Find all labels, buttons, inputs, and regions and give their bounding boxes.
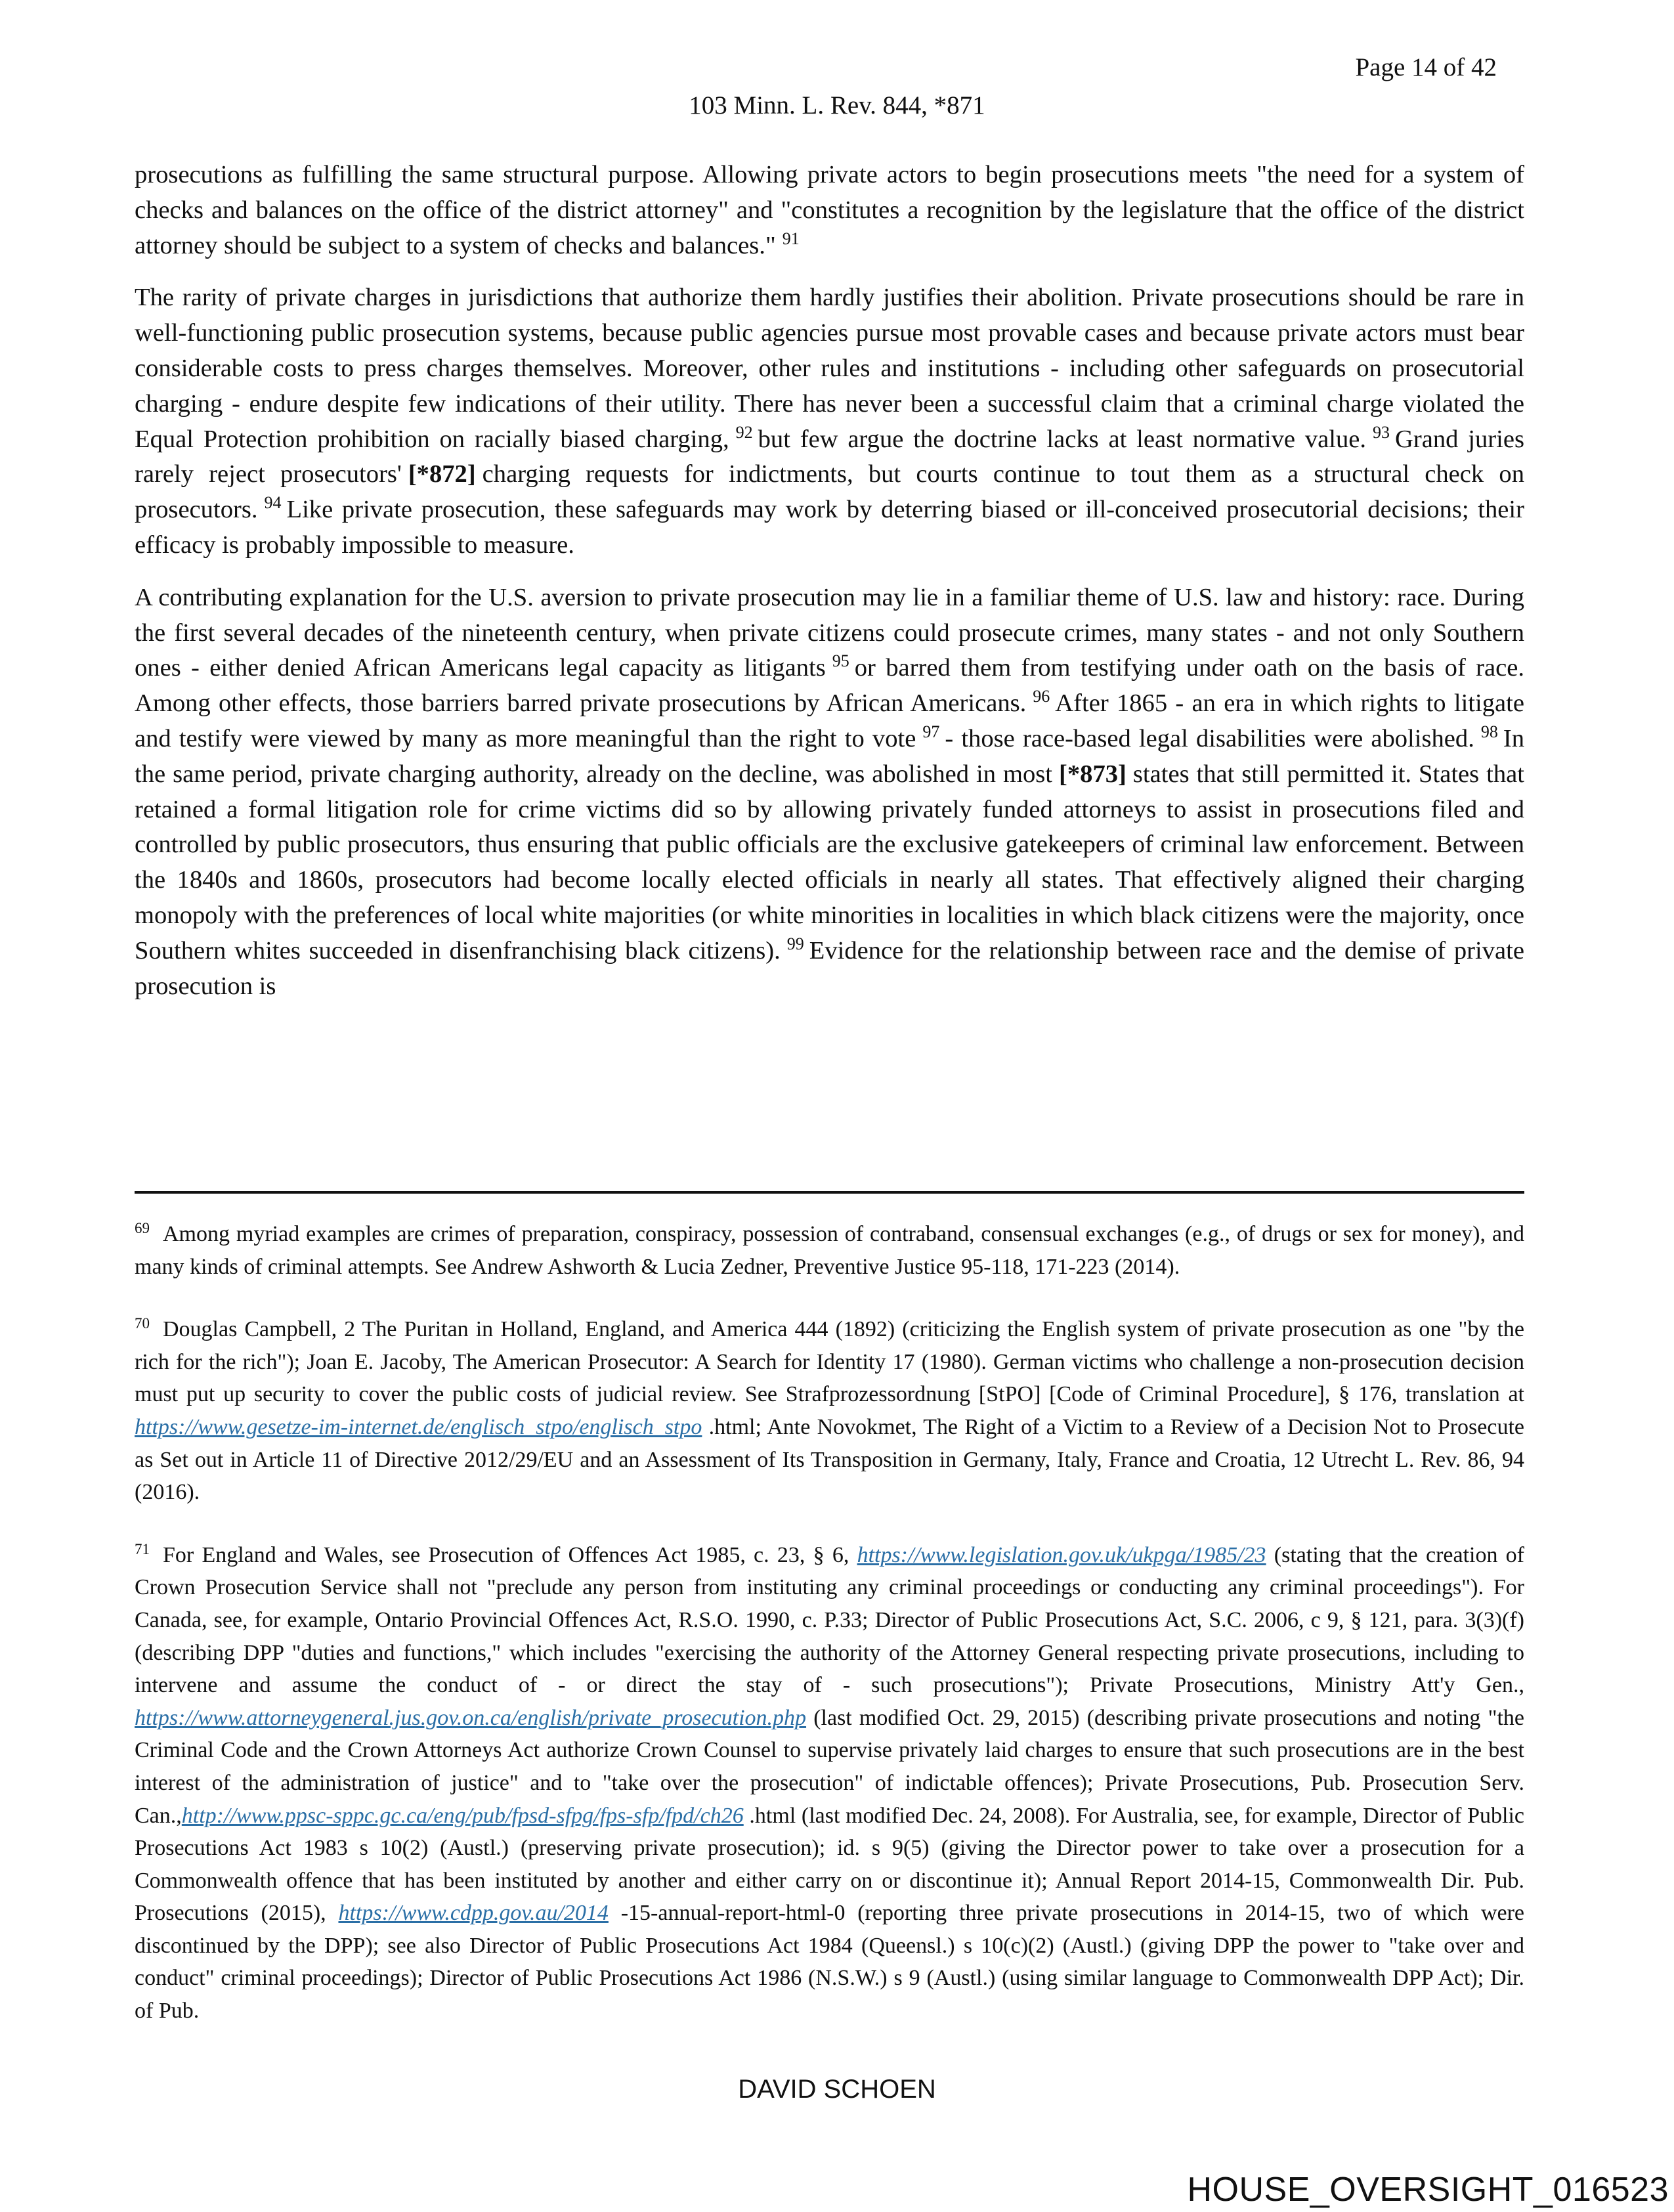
- star-page-marker-872: [*872]: [408, 460, 476, 488]
- footnote-ref-95[interactable]: 95: [832, 651, 849, 671]
- cdpp-link[interactable]: https://www.cdpp.gov.au/2014: [338, 1901, 609, 1926]
- footnote-69: [135, 1218, 1524, 1283]
- paragraph-text: In the same period, private charging authority, already on the decline, was abolished in most: [135, 724, 1524, 788]
- paragraph-text: The rarity of private charges in jurisdictions that authorize them hardly justifies their abolition. Private prosecutions should be rare in well-functioning public prosecution systems, because public agencies pursue most provable cases and because private actors must bear considerable costs to press charges themselves. Moreover, other rules and institutions - including other safeguards on prosecutorial charging - endure despite few indications of their utility. There has never been a successful claim that a criminal charge violated the Equal Protection prohibition on racially biased charging,: [135, 284, 1524, 453]
- paragraph-text: After 1865 - an era in which rights to litigate and testify were viewed by many as more meaningful than the right to vote: [135, 689, 1524, 752]
- footnote-ref-97[interactable]: 97: [922, 722, 940, 741]
- footnote-number: 70: [135, 1315, 150, 1332]
- footnote-71: [135, 1539, 1524, 2028]
- footnote-ref-92[interactable]: 92: [735, 422, 753, 442]
- footnote-text: -15-annual-report-html-0 (reporting three private prosecutions in 2014-15, two of which were discontinued by the DPP); see also Director of Public Prosecutions Act 1984 (Queensl.) s 10(c)(2) (Austl.) (giving DPP the power to "take over and conduct" criminal proceedings); Director of Public Prosecutions Act 1986 (N.S.W.) s 9 (Austl.) (using similar language to Commonwealth DPP Act); Dir. of Pub.: [135, 1901, 1525, 2024]
- page-indicator: Page 14 of 42: [1355, 53, 1497, 81]
- bates-number: HOUSE_OVERSIGHT_016523: [1187, 2171, 1669, 2209]
- paragraph-1: [135, 158, 1524, 263]
- paragraph-text: but few argue the doctrine lacks at least normative value.: [758, 425, 1367, 453]
- footnote-number: 71: [135, 1540, 150, 1557]
- footnote-text: .html (last modified Dec. 24, 2008). For Australia, see, for example, Director of Public Prosecutions Act 1983 s 10(2) (Austl.) (preserving private prosecution); id. s 9(5) (giving the Director power to take over a prosecution for a Commonwealth offence that has been instituted by another and either carry on or discontinue it); Annual Report 2014-15, Commonwealth Dir. Pub. Prosecutions (2015),: [135, 1803, 1524, 1926]
- legislation-gov-uk-link[interactable]: https://www.legislation.gov.uk/ukpga/1985/23: [857, 1542, 1266, 1567]
- footnote-number: 69: [135, 1220, 150, 1236]
- footnote-text: .html; Ante Novokmet, The Right of a Victim to a Review of a Decision Not to Prosecute as Set out in Article 11 of Directive 2012/29/EU and an Assessment of Its Transposition in Germany, Italy, France and Croatia, 12 Utrecht L. Rev. 86, 94 (2016).: [135, 1414, 1525, 1505]
- footnote-ref-91[interactable]: 91: [782, 228, 800, 248]
- paragraph-2: [135, 280, 1524, 563]
- footnote-separator: [135, 1191, 1524, 1194]
- ppsc-link[interactable]: http://www.ppsc-sppc.gc.ca/eng/pub/fpsd-sfpg/fps-sfp/fpd/ch26: [181, 1803, 744, 1828]
- author-footer: DAVID SCHOEN: [738, 2075, 936, 2104]
- paragraph-text: Grand juries rarely reject prosecutors': [135, 425, 1524, 488]
- paragraph-text: A contributing explanation for the U.S. aversion to private prosecution may lie in a familiar theme of U.S. law and history: race. During the first several decades of the nineteenth century, when private citizens could prosecute crimes, many states - and not only Southern ones - either denied African Americans legal capacity as litigants: [135, 583, 1524, 682]
- paragraph-text: prosecutions as fulfilling the same structural purpose. Allowing private actors to begin prosecutions meets "the need for a system of checks and balances on the office of the district attorney" and "constitutes a recognition by the legislature that the office of the district attorney should be subject to a system of checks and balances.": [135, 161, 1524, 259]
- attorney-general-ontario-link[interactable]: https://www.attorneygeneral.jus.gov.on.ca/english/private_prosecution.php: [135, 1705, 807, 1730]
- footnotes-section: [135, 1218, 1524, 2058]
- footnote-text: (last modified Oct. 29, 2015) (describing private prosecutions and noting "the Criminal Code and the Crown Attorneys Act authorize Crown Counsel to supervise privately laid charges to ensure that such prosecutions are in the best interest of the administration of justice" and to "take over the prosecution" of indictable offences); Private Prosecutions, Pub. Prosecution Serv. Can.,: [135, 1705, 1525, 1828]
- paragraph-text: Evidence for the relationship between race and the demise of private prosecution is: [135, 936, 1524, 1000]
- paragraph-3: [135, 580, 1524, 1005]
- footnote-text: (stating that the creation of Crown Prosecution Service shall not "preclude any person from instituting any criminal proceedings or conducting any criminal proceedings"). For Canada, see, for example, Ontario Provincial Offences Act, R.S.O. 1990, c. P.33; Director of Public Prosecutions Act, S.C. 2006, c 9, § 121, para. 3(3)(f) (describing DPP "duties and functions," which includes "exercising the authority of the Attorney General respecting private prosecutions, including to intervene and assume the conduct of - or direct the stay of - such prosecutions"); Private Prosecutions, Ministry Att'y Gen.,: [135, 1542, 1525, 1698]
- paragraph-text: or barred them from testifying under oath on the basis of race. Among other effects, those barriers barred private prosecutions by African Americans.: [135, 654, 1524, 718]
- paragraph-text: Like private prosecution, these safeguards may work by deterring biased or ill-conceived prosecutorial decisions; their efficacy is probably impossible to measure.: [135, 496, 1524, 559]
- running-header-citation: 103 Minn. L. Rev. 844, *871: [689, 91, 985, 119]
- footnote-ref-93[interactable]: 93: [1373, 422, 1390, 442]
- footnote-ref-98[interactable]: 98: [1480, 722, 1498, 741]
- paragraph-text: - those race-based legal disabilities were abolished.: [945, 724, 1474, 752]
- gesetze-link[interactable]: https://www.gesetze-im-internet.de/englisch_stpo/englisch_stpo: [135, 1414, 702, 1439]
- paragraph-text: charging requests for indictments, but courts continue to tout them as a structural check on prosecutors.: [135, 460, 1524, 524]
- footnote-text: Among myriad examples are crimes of preparation, conspiracy, possession of contraband, consensual exchanges (e.g., of drugs or sex for money), and many kinds of criminal attempts. See Andrew Ashworth & Lucia Zedner, Preventive Justice 95-118, 171-223 (2014).: [135, 1222, 1524, 1279]
- footnote-70: [135, 1313, 1524, 1509]
- footnote-text: Douglas Campbell, 2 The Puritan in Holland, England, and America 444 (1892) (criticizing the English system of private prosecution as one "by the rich for the rich"); Joan E. Jacoby, The American Prosecutor: A Search for Identity 17 (1980). German victims who challenge a non-prosecution decision must put up security to cover the public costs of judicial review. See Strafprozessordnung [StPO] [Code of Criminal Procedure], § 176, translation at: [135, 1317, 1524, 1407]
- footnote-ref-94[interactable]: 94: [264, 493, 282, 513]
- footnote-ref-96[interactable]: 96: [1033, 687, 1050, 706]
- footnote-ref-99[interactable]: 99: [786, 934, 804, 953]
- star-page-marker-873: [*873]: [1059, 760, 1127, 788]
- main-body: [135, 158, 1524, 1021]
- footnote-text: For England and Wales, see Prosecution of Offences Act 1985, c. 23, § 6,: [163, 1542, 849, 1567]
- paragraph-text: states that still permitted it. States that retained a formal litigation role for crime victims did so by allowing privately funded attorneys to assist in prosecutions filed and controlled by public prosecutors, thus ensuring that public officials are the exclusive gatekeepers of criminal law enforcement. Between the 1840s and 1860s, prosecutors had become locally elected officials in nearly all states. That effectively aligned their charging monopoly with the preferences of local white majorities (or white minorities in localities in which black citizens were the majority, once Southern whites succeeded in disenfranchising black citizens).: [135, 760, 1524, 965]
